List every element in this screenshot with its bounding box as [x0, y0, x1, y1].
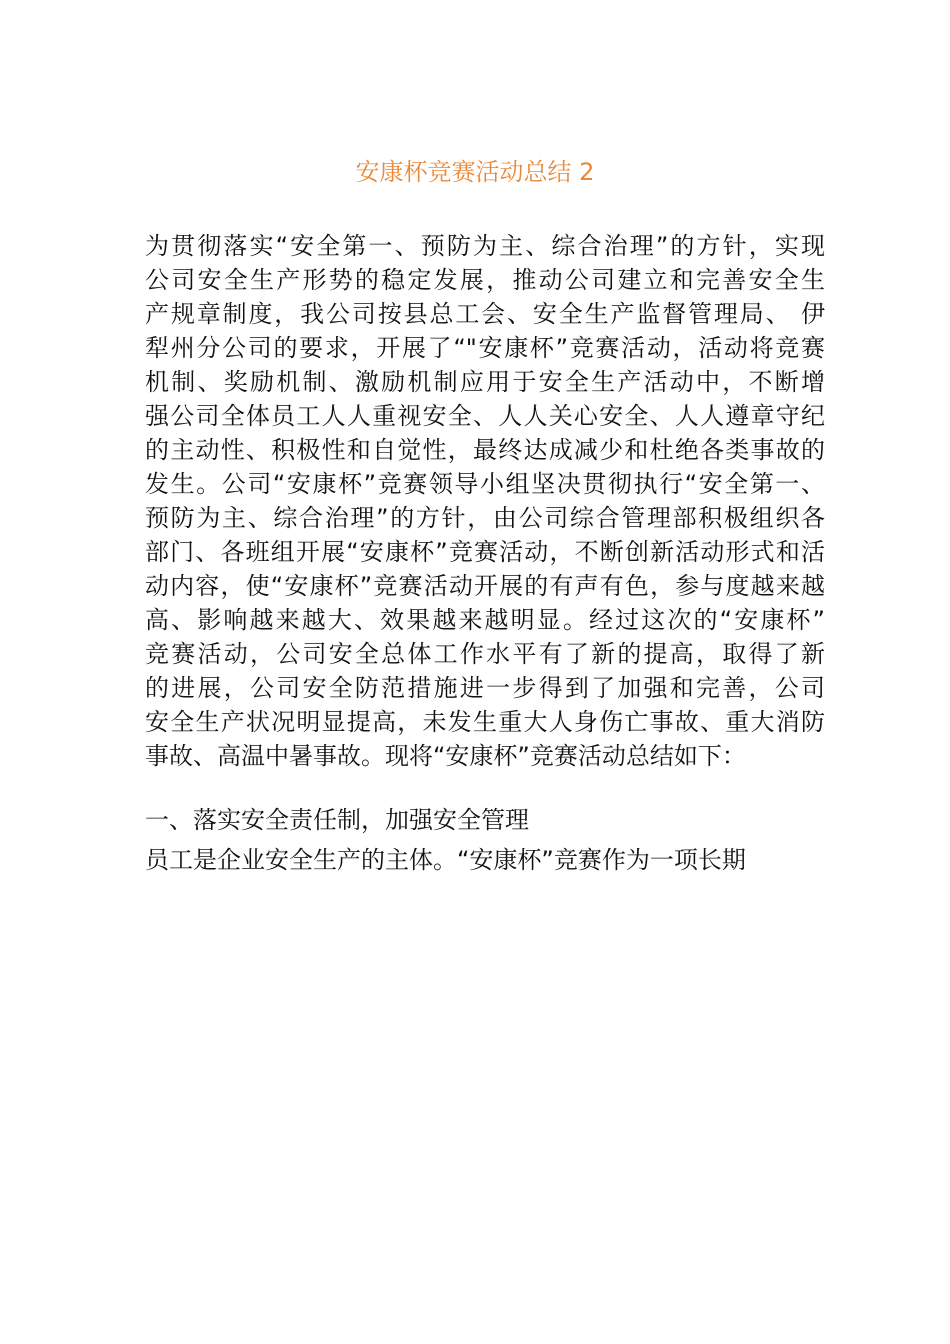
- paragraph-line: 安全生产状况明显提高，未发生重大人身伤亡事故、重大消防: [145, 708, 825, 736]
- document-title: 安康杯竞赛活动总结 2: [355, 158, 595, 186]
- paragraph-line: 犁州分公司的要求，开展了“"安康杯”竞赛活动，活动将竞赛: [145, 334, 825, 362]
- paragraph-line: 公司安全生产形势的稳定发展，推动公司建立和完善安全生: [145, 266, 825, 294]
- paragraph-line: 部门、各班组开展“安康杯”竞赛活动，不断创新活动形式和活: [145, 538, 825, 566]
- paragraph-line: 高、影响越来越大、效果越来越明显。经过这次的“安康杯”: [145, 606, 825, 634]
- paragraph-line: 事故、高温中暑事故。现将“安康杯”竞赛活动总结如下：: [145, 742, 746, 770]
- intro-paragraph: [145, 229, 825, 773]
- paragraph-line: 强公司全体员工人人重视安全、人人关心安全、人人遵章守纪: [145, 402, 825, 430]
- paragraph-line: 的进展，公司安全防范措施进一步得到了加强和完善，公司: [145, 674, 825, 702]
- section-heading: 一、落实安全责任制，加强安全管理: [145, 806, 529, 834]
- paragraph-line: 的主动性、积极性和自觉性，最终达成减少和杜绝各类事故的: [145, 436, 825, 464]
- paragraph-line: 动内容，使“安康杯”竞赛活动开展的有声有色，参与度越来越: [145, 572, 825, 600]
- paragraph-line: 产规章制度，我公司按县总工会、安全生产监督管理局、 伊: [145, 300, 825, 328]
- paragraph-line: 预防为主、综合治理”的方针，由公司综合管理部积极组织各: [145, 504, 825, 532]
- section-paragraph: 员工是企业安全生产的主体。“安康杯”竞赛作为一项长期: [145, 846, 746, 874]
- paragraph-line: 竞赛活动，公司安全总体工作水平有了新的提高，取得了新: [145, 640, 825, 668]
- paragraph-line: 发生。公司“安康杯”竞赛领导小组坚决贯彻执行“安全第一、: [145, 470, 825, 498]
- paragraph-line: 为贯彻落实“安全第一、预防为主、综合治理”的方针，实现: [145, 232, 825, 260]
- paragraph-line: 机制、奖励机制、激励机制应用于安全生产活动中，不断增: [145, 368, 825, 396]
